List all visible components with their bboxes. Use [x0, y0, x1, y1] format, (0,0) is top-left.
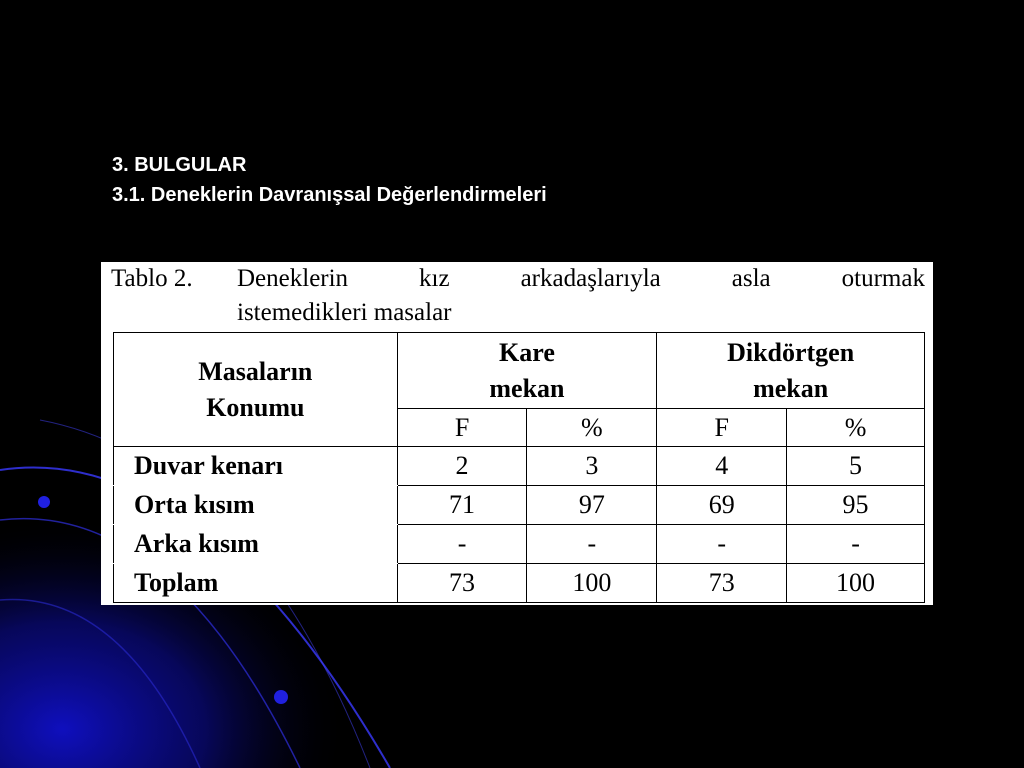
table-cell: -	[527, 525, 657, 564]
table-cell: 3	[527, 447, 657, 486]
row-label: Orta kısım	[114, 486, 398, 525]
table-cell: 97	[527, 486, 657, 525]
table-cell: 5	[787, 447, 925, 486]
subsection-title: 3.1. Deneklerin Davranışsal Değerlendirmeleri	[112, 184, 547, 206]
data-table	[113, 332, 925, 603]
table-cell: 73	[657, 564, 787, 603]
table-row	[114, 564, 925, 603]
row-label: Duvar kenarı	[114, 447, 398, 486]
subheader-cell: %	[787, 409, 925, 447]
subheader-cell: F	[397, 409, 527, 447]
table-caption	[111, 262, 925, 330]
table-cell: 100	[527, 564, 657, 603]
caption-word: oturmak	[841, 265, 925, 292]
table-row	[114, 525, 925, 564]
caption-line2: istemedikleri masalar	[237, 299, 452, 326]
table-row	[114, 447, 925, 486]
table-cell: 71	[397, 486, 527, 525]
caption-word: arkadaşlarıyla	[520, 265, 661, 292]
row-label-header: Masaların Konumu	[114, 333, 398, 447]
slide-heading	[112, 150, 547, 210]
table-cell: 69	[657, 486, 787, 525]
table-image-panel	[101, 262, 933, 605]
row-label: Arka kısım	[114, 525, 398, 564]
section-title: 3. BULGULAR	[112, 154, 247, 176]
table-cell: 4	[657, 447, 787, 486]
table-cell: -	[657, 525, 787, 564]
table-row	[114, 486, 925, 525]
table-cell: -	[787, 525, 925, 564]
caption-word: asla	[731, 265, 771, 292]
caption-word: kız	[419, 265, 450, 292]
table-cell: 2	[397, 447, 527, 486]
table-cell: -	[397, 525, 527, 564]
subheader-cell: F	[657, 409, 787, 447]
subheader-cell: %	[527, 409, 657, 447]
table-cell: 73	[397, 564, 527, 603]
row-label: Toplam	[114, 564, 398, 603]
table-cell: 95	[787, 486, 925, 525]
caption-word: Deneklerin	[237, 265, 349, 292]
table-cell: 100	[787, 564, 925, 603]
caption-label: Tablo 2.	[111, 265, 193, 292]
group-header-dikdortgen: Dikdörtgen mekan	[657, 333, 925, 409]
group-header-kare: Kare mekan	[397, 333, 657, 409]
header-row	[114, 333, 925, 409]
